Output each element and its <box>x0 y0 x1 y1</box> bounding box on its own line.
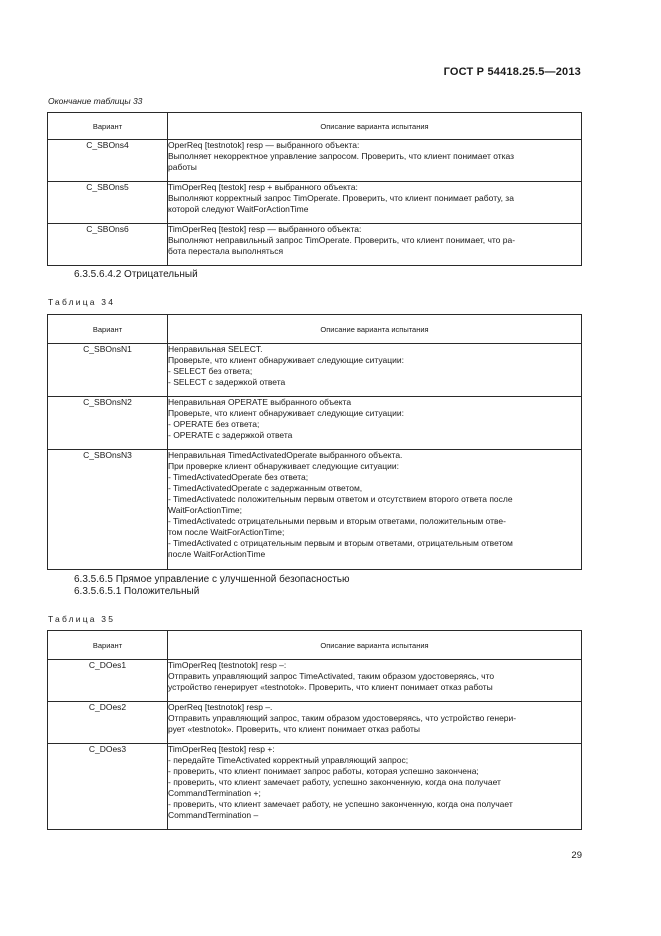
variant-cell: C_SBOns6 <box>48 224 168 266</box>
standard-number: ГОСТ Р 54418.25.5—2013 <box>443 66 581 78</box>
table-row <box>48 660 582 702</box>
section-heading-negative: 6.3.5.6.4.2 Отрицательный <box>74 269 198 280</box>
table-row <box>48 182 582 224</box>
variant-cell: C_SBOns4 <box>48 140 168 182</box>
section-heading-direct-control: 6.3.5.6.5 Прямое управление с улучшенной безопасностью <box>74 574 350 585</box>
section-heading-positive: 6.3.5.6.5.1 Положительный <box>74 586 200 597</box>
description-cell: TimOperReq [testok] resp + выбранного объекта: Выполняют корректный запрос TimOperate. Проверить, что клиент понимает работу, за которой следуют WaitForActionTime <box>168 182 582 224</box>
table-33-caption: Окончание таблицы 33 <box>48 96 143 106</box>
table-row <box>48 224 582 266</box>
column-header-variant: Вариант <box>48 631 168 660</box>
description-cell: OperReq [testnotok] resp — выбранного объекта: Выполняет некорректное управление запросом. Проверить, что клиент понимает отказ работы <box>168 140 582 182</box>
table-row <box>48 744 582 830</box>
table-35-caption: Таблица 35 <box>48 614 116 624</box>
description-cell: TimOperReq [testok] resp — выбранного объекта: Выполняют неправильный запрос TimOperate. Проверить, что клиент понимает, что ра- бота перестала выполняться <box>168 224 582 266</box>
column-header-description: Описание варианта испытания <box>168 631 582 660</box>
table-34-caption: Таблица 34 <box>48 297 116 307</box>
description-cell: Неправильная TimedActivatedOperate выбранного объекта. При проверке клиент обнаруживает следующие ситуации: - TimedActivatedOperate без ответа; - TimedActivatedOperate с задержанным ответом, - TimedActivatedc положительным первым ответом и отсутствием второго ответа после WaitForActionTime; - TimedActivatedc отрицательными первым и вторым ответами, положительным отве- том после WaitForActionTime; - TimedActivated с отрицательным первым и вторым ответами, отрицательным ответом после WaitForActionTime <box>168 450 582 570</box>
table-33 <box>47 112 582 266</box>
variant-cell: C_DOes2 <box>48 702 168 744</box>
table-row <box>48 140 582 182</box>
variant-cell: C_SBOnsN3 <box>48 450 168 570</box>
table-row <box>48 344 582 397</box>
page-number: 29 <box>571 850 582 861</box>
table-row <box>48 397 582 450</box>
variant-cell: C_SBOnsN1 <box>48 344 168 397</box>
table-row <box>48 702 582 744</box>
description-cell: TimOperReq [testnotok] resp –: Отправить управляющий запрос TimeActivated, таким образом удостоверяясь, что устройство генерирует «testnotok». Проверить, что клиент понимает отказ работы <box>168 660 582 702</box>
description-cell: Неправильная SELECT. Проверьте, что клиент обнаруживает следующие ситуации: - SELECT без ответа; - SELECT с задержкой ответа <box>168 344 582 397</box>
variant-cell: C_DOes1 <box>48 660 168 702</box>
column-header-description: Описание варианта испытания <box>168 315 582 344</box>
column-header-description: Описание варианта испытания <box>168 113 582 140</box>
table-row <box>48 450 582 570</box>
column-header-variant: Вариант <box>48 113 168 140</box>
variant-cell: C_DOes3 <box>48 744 168 830</box>
variant-cell: C_SBOns5 <box>48 182 168 224</box>
description-cell: Неправильная OPERATE выбранного объекта Проверьте, что клиент обнаруживает следующие ситуации: - OPERATE без ответа; - OPERATE с задержкой ответа <box>168 397 582 450</box>
description-cell: TimOperReq [testok] resp +: - передайте TimeActivated корректный управляющий запрос; - проверить, что клиент понимает запрос работы, которая успешно закончена; - проверить, что клиент замечает работу, успешно законченную, когда она получает CommandTermination +; - проверить, что клиент замечает работу, не успешно законченную, когда она получает CommandTermination – <box>168 744 582 830</box>
table-34 <box>47 314 582 570</box>
column-header-variant: Вариант <box>48 315 168 344</box>
table-35 <box>47 630 582 830</box>
variant-cell: C_SBOnsN2 <box>48 397 168 450</box>
description-cell: OperReq [testnotok] resp –. Отправить управляющий запрос, таким образом удостоверяясь, что устройство генери- рует «testnotok». Проверить, что клиент понимает отказ работы <box>168 702 582 744</box>
